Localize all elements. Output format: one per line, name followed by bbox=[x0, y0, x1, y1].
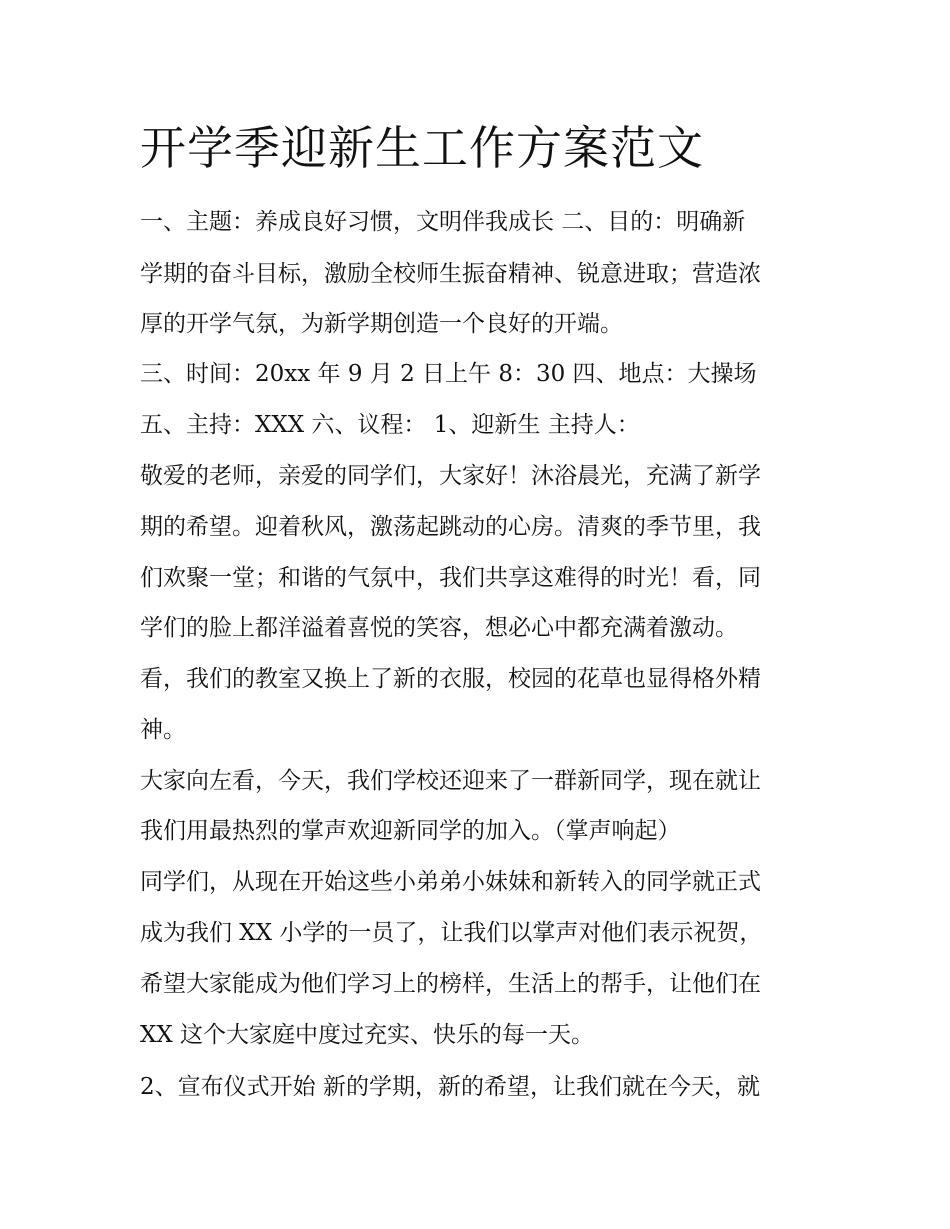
text-line: 希望大家能成为他们学习上的榜样，生活上的帮手，让他们在 bbox=[140, 971, 761, 997]
text-line: 成为我们 XX 小学的一员了，让我们以掌声对他们表示祝贺， bbox=[140, 920, 763, 946]
text-line: XX 这个大家庭中度过充实、快乐的每一天。 bbox=[140, 1022, 595, 1048]
text-line: 2、宣布仪式开始 新的学期，新的希望，让我们就在今天，就 bbox=[140, 1074, 760, 1100]
text-line: 神。 bbox=[140, 717, 186, 743]
text-line: 同学们，从现在开始这些小弟弟小妹妹和新转入的同学就正式 bbox=[140, 869, 761, 895]
text-line: 一、主题：养成良好习惯，文明伴我成长 二、目的：明确新 bbox=[140, 209, 746, 235]
text-line: 大家向左看，今天，我们学校还迎来了一群新同学，现在就让 bbox=[140, 768, 761, 794]
text-line: 厚的开学气氛，为新学期创造一个良好的开端。 bbox=[140, 311, 623, 337]
text-line: 敬爱的老师，亲爱的同学们，大家好！沐浴晨光，充满了新学 bbox=[140, 463, 761, 489]
text-line: 们欢聚一堂；和谐的气氛中，我们共享这难得的时光！看，同 bbox=[140, 565, 761, 591]
text-line: 三、时间：20xx 年 9 月 2 日上午 8：30 四、地点：大操场 bbox=[140, 361, 757, 387]
text-line: 五、主持：XXX 六、议程： 1、迎新生 主持人： bbox=[140, 412, 640, 438]
text-line: 期的希望。迎着秋风，激荡起跳动的心房。清爽的季节里，我 bbox=[140, 514, 761, 540]
text-line: 学们的脸上都洋溢着喜悦的笑容，想必心中都充满着激动。 bbox=[140, 615, 738, 641]
text-line: 学期的奋斗目标，激励全校师生振奋精神、锐意进取；营造浓 bbox=[140, 261, 761, 287]
text-line: 我们用最热烈的掌声欢迎新同学的加入。（掌声响起） bbox=[140, 818, 681, 844]
document-title: 开学季迎新生工作方案范文 bbox=[140, 121, 704, 175]
text-line: 看，我们的教室又换上了新的衣服，校园的花草也显得格外精 bbox=[140, 666, 761, 692]
